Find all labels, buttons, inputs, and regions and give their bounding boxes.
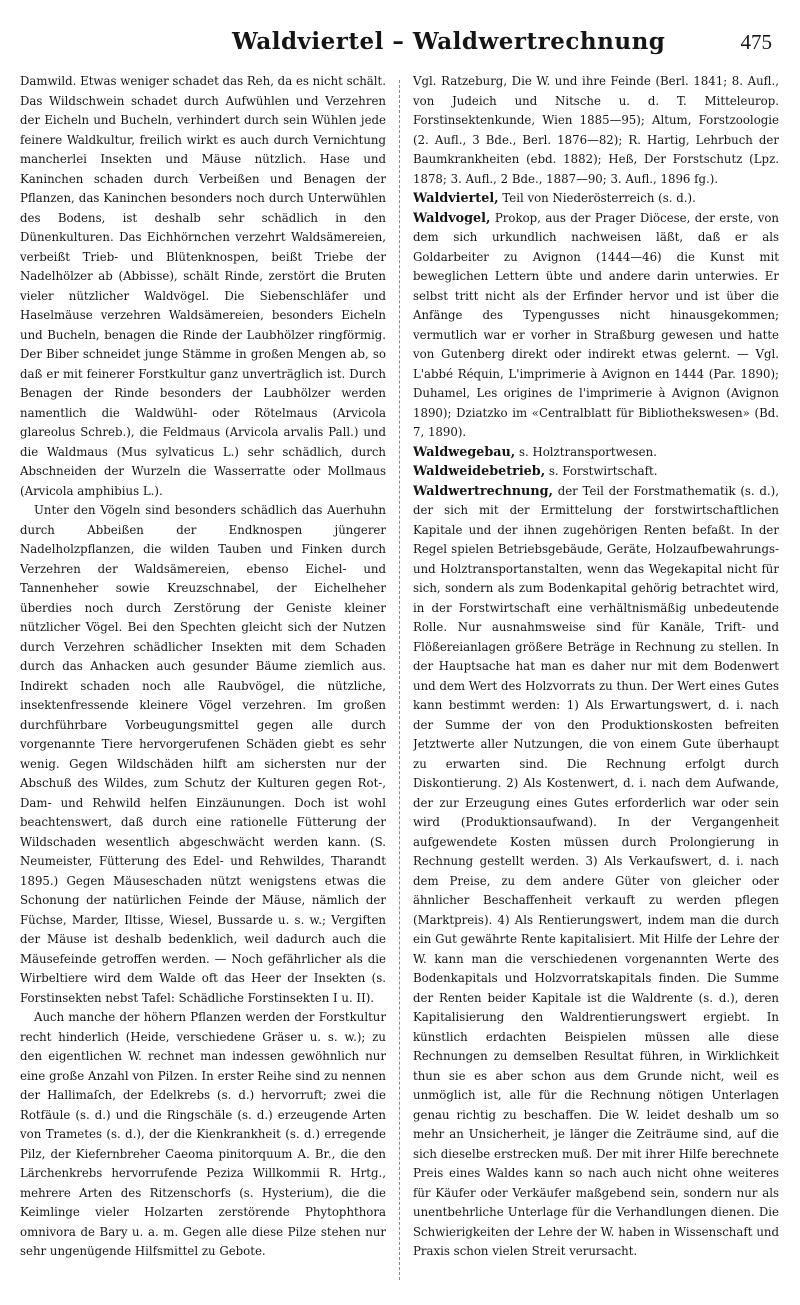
entry-text: Prokop, aus der Prager Diöcese, der erste, von dem sich urkundlich nachweisen läßt, daß er als Goldarbeiter zu Avignon (1444—46) die Kunst mit beweglichen Lettern übte und andere darin unterwies. Er selbst tritt nicht als der Erfinder hervor und ist über die Anfänge des Typengusses nicht hinausgekommen; vermutlich war er vorher in Straßburg gewesen und hatte von Gutenberg direkt oder indirekt etwas gelernt. — Vgl. L'abbé Réquin, L'imprimerie à Avignon en 1444 (Par. 1890); Duhamel, Les origines de l'imprimerie à Avignon (Avignon 1890); Dziatzko im «Centralblatt für Bibliothekswesen» (Bd. 7, 1890). bbox=[413, 210, 779, 439]
entry-headword: Waldvogel, bbox=[413, 210, 491, 226]
entry-text: s. Forstwirtschaft. bbox=[545, 464, 658, 478]
paragraph-birds: Unter den Vögeln sind besonders schädlich das Auerhuhn durch Abbeißen der Endknospen jüngerer Nadelholzpflanzen, die wilden Tauben und Finken durch Verzehren der Waldsämereien, ebenso Eichel- und Tannenheher sowie Kreuzschnabel, der Eichelheher überdies noch durch Zerstörung der Genistе kleiner nützlicher Vögel. Bei den Spechten gleicht sich der Nutzen durch Verzehren schädlicher Insekten mit dem Schaden durch das Anhacken auch gesunder Bäume ziemlich aus. Indirekt schaden noch alle Raubvögel, die nützliche, insektenfressende kleinere Vögel verzehren. Im großen durchführbare Vorbeugungsmittel gegen alle durch vorgenannte Tiere hervorgerufenen Schäden giebt es sehr wenig. Gegen Wildschäden hilft am sichersten nur der Abschuß des Wildes, zum Schutz der Kulturen gegen Rot-, Dam- und Rehwild helfen Einzäunungen. Doch ist wohl beachtenswert, daß durch eine rationelle Fütterung der Wildschaden wesentlich abgeschwächt werden kann. (S. Neumeister, Fütterung des Edel- und Rehwildes, Tharandt 1895.) Gegen Mäuseschaden nützt wenigstens etwas die Schonung der natürlichen Feinde der Mäuse, nämlich der Füchse, Marder, Iltisse, Wiesel, Bussarde u. s. w.; Vergiften der Mäuse ist deshalb bedenklich, weil dadurch auch die Mäusefeinde getroffen werden. — Noch gefährlicher als die Wirbeltiere wird dem Walde oft das Heer der Insekten (s. Forstinsekten nebst Tafel: Schädliche Forstinsekten I u. II). bbox=[20, 503, 386, 1005]
entry-waldviertel bbox=[413, 189, 779, 209]
entry-waldvogel bbox=[413, 209, 779, 443]
page-number: 475 bbox=[740, 30, 772, 54]
entry-text: Vgl. Ratzeburg, Die W. und ihre Feinde (Berl. 1841; 8. Aufl., von Judeich und Nitsche u. d. T. Mitteleurop. Forstinsektenkunde, Wien 1885—95); Altum, Forstzoologie (2. Aufl., 3 Bde., Berl. 1876—82); R. Hartig, Lehrbuch der Baumkrankheiten (ebd. 1882); Heß, Der Forstschutz (Lpz. 1878; 3. Aufl., 2 Bde., 1887—90; 3. Aufl., 1896 fg.). bbox=[413, 74, 779, 186]
entry-headword: Waldviertel, bbox=[413, 191, 499, 206]
entry-headword: Waldwegebau, bbox=[413, 444, 516, 460]
entry-waldwertrechnung bbox=[413, 482, 779, 1262]
paragraph-animals: Damwild. Etwas weniger schadet das Reh, da es nicht schält. Das Wildschwein schadet durch Aufwühlen und Verzehren der Eicheln und Bucheln, verhindert durch sein Wühlen jede feinere Waldkultur, freilich wirkt es auch durch Vernichtung mancherlei Insekten und Mäuse nützlich. Hase und Kaninchen schaden durch Verbeißen und Benagen der Pflanzen, das Kaninchen besonders noch durch Unterwühlen des Bodens, ist deshalb sehr schädlich in den Dünenkulturen. Das Eichhörnchen verzehrt Waldsämereien, verbeißt Trieb- und Blütenknospen, beißt Triebe der Nadelhölzer ab (Abbisse), schält Rinde, zerstört die Bruten vieler nützlicher Waldvögel. Die Siebenschläfer und Haselmäuse verzehren Waldsämereien, besonders Eicheln und Bucheln, benagen die Rinde der Laubhölzer ringförmig. Der Biber schneidet junge Stämme in großen Mengen ab, so daß er mit feinerer Forstkultur ganz unverträglich ist. Durch Benagen der Rinde besonders der Laubhölzer werden namentlich die Waldwühl- oder Rötelmaus (Arvicola glareolus Schreb.), die Feldmaus (Arvicola arvalis Pall.) und die Waldmaus (Mus sylvaticus L.) sehr schädlich, durch Abschneiden der Wurzeln die Wasserratte oder Mollmaus (Arvicola amphibius L.). bbox=[20, 74, 386, 498]
entry-headword: Waldweidebetrieb, bbox=[413, 464, 546, 479]
right-column bbox=[413, 72, 779, 1290]
entry-text: Teil von Niederösterreich (s. d.). bbox=[498, 191, 696, 205]
entry-waldwegebau bbox=[413, 443, 779, 463]
paragraph-plants: Auch manche der höhern Pflanzen werden der Forstkultur recht hinderlich (Heide, verschiedene Gräser u. s. w.); zu den eigentlichen W. rechnet man indessen gewöhnlich nur eine große Anzahl von Pilzen. In erster Reihe sind zu nennen der Hallimaſch, der Edelkrebs (s. d.) hervorruft; zwei die Rotfäule (s. d.) und die Ringschäle (s. d.) erzeugende Arten von Trametes (s. d.), der die Kienkrankheit (s. d.) erregende Pilz, der Kiefernbreher Caeoma pinitorquum A. Br., die den Lärchenkrebs hervorrufende Peziza Willkommii R. Hrtg., mehrere Arten des Ritzenschorfs (s. Hysterium), die die Keimlinge vieler Holzarten zerstörende Phytophthora omnivora de Bary u. a. m. Gegen alle diese Pilze stehen nur sehr ungenügende Hilfsmittel zu Gebote. bbox=[20, 1010, 386, 1258]
entry-text: s. Holztransportwesen. bbox=[515, 444, 657, 459]
entry-headword: Waldwertrechnung, bbox=[413, 483, 553, 499]
running-head-title: Waldviertel – Waldwertrechnung bbox=[232, 28, 666, 55]
entry-text: der Teil der Forstmathematik (s. d.), der sich mit der Ermittelung der forstwirtschaftlichen Kapitale und der ihnen zugehörigen Renten befaßt. In der Regel spielen Betriebsgebäude, Geräte, Holzaufbewahrungs- und Holztransportanstalten, wenn das Wegekapital nicht für sich, sondern als zum Bodenkapital gehörig betrachtet wird, in der Forstwirtschaft eine verhältnismäßig unbedeutende Rolle. Nur ausnahmsweise sind für Kanäle, Trift- und Flößereianlagen größere Beträge in Rechnung zu stellen. In der Hauptsache hat man es daher nur mit dem Bodenwert und dem Wert des Holzvorrats zu thun. Der Wert eines Gutes kann bestimmt werden: 1) Als Erwartungswert, d. i. nach der Summe der von den Produktionskosten befreiten Jetztwerte aller Nutzungen, die von einem Gute überhaupt zu erwarten sind. Die Rechnung erfolgt durch Diskontierung. 2) Als Kostenwert, d. i. nach dem Aufwande, der zur Erzeugung eines Gutes erforderlich war oder sein wird (Produktionsaufwand). In der Vergangenheit aufgewendete Kosten müssen durch Prolongierung in Rechnung gestellt werden. 3) Als Verkaufswert, d. i. nach dem Preise, zu dem andere Güter von gleicher oder ähnlicher Beschaffenheit verkauft zu werden pflegen (Marktpreis). 4) Als Rentierungswert, indem man die durch ein Gut gewährte Rente kapitalisiert. Mit Hilfe der Lehre der W. kann man die verschiedenen vorgenannten Werte des Bodenkapitals und Holzvorratskapitals finden. Die Summe der Renten beider Kapitale ist die Waldrente (s. d.), deren Kapitalisierung den Waldrentierungswert ergiebt. In künstlich erdachten Beispielen müssen alle diese Rechnungen zu demselben Resultat führen, in Wirklichkeit thun sie es aber schon aus dem Grunde nicht, weil es unmöglich ist, alle für die Rechnung nötigen Unterlagen genau richtig zu beschaffen. Die W. leidet deshalb um so mehr an Unsicherheit, je länger die Zeiträume sind, auf die sich dieselbe erstrecken muß. Der mit ihrer Hilfe berechnete Preis eines Waldes kann so nach auch nicht ohne weiteres für Käufer oder Verkäufer maßgebend sein, sondern nur als unentbehrliche Unterlage für die Verhandlungen dienen. Die Schwierigkeiten der Lehre der W. haben in Wissenschaft und Praxis schon vielen Streit verursacht. bbox=[413, 483, 779, 1258]
running-head bbox=[0, 28, 800, 62]
bibliography-paragraph bbox=[413, 72, 779, 189]
entry-waldweidebetrieb bbox=[413, 462, 779, 482]
left-column bbox=[20, 72, 386, 1290]
column-divider bbox=[399, 80, 400, 1280]
